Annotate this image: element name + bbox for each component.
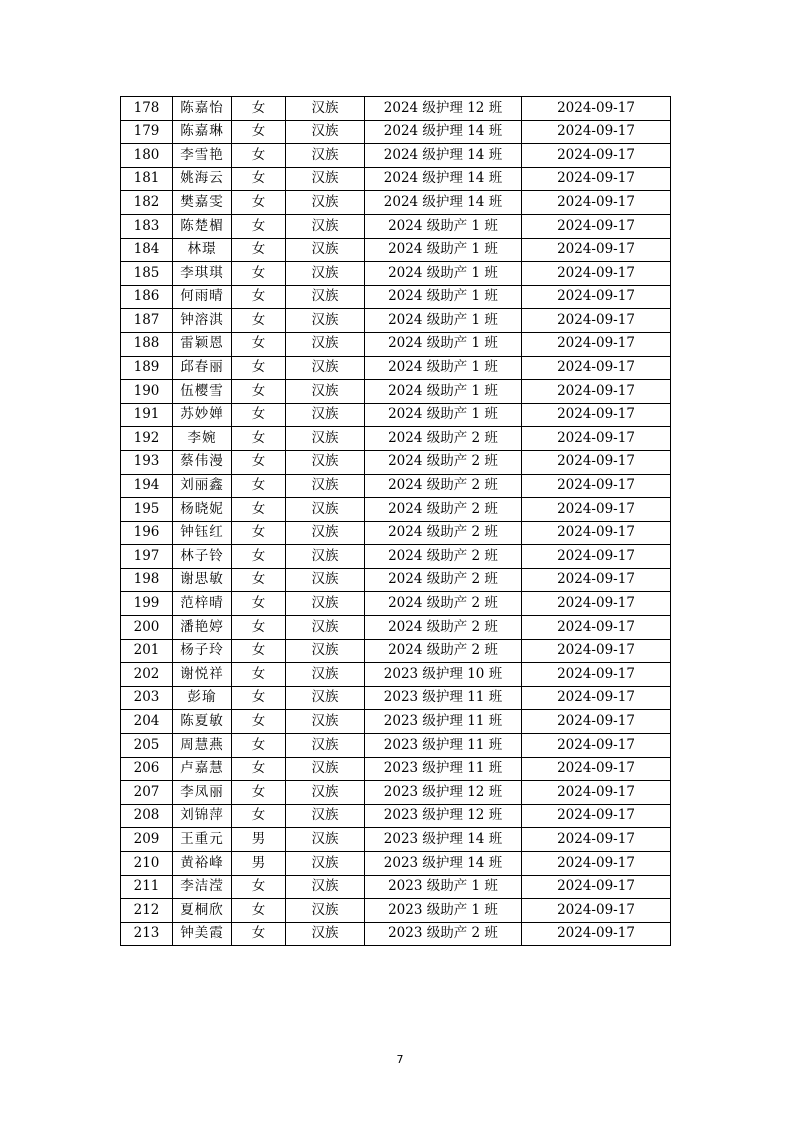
gender-cell: 女 — [232, 309, 286, 333]
class-cell: 2024 级助产 1 班 — [365, 214, 522, 238]
table-row — [121, 592, 671, 616]
name-cell: 蔡伟漫 — [173, 450, 232, 474]
date-cell: 2024-09-17 — [522, 450, 671, 474]
table-row — [121, 616, 671, 640]
class-cell: 2023 级护理 12 班 — [365, 804, 522, 828]
date-cell: 2024-09-17 — [522, 828, 671, 852]
seq-cell: 192 — [121, 427, 173, 451]
seq-cell: 182 — [121, 191, 173, 215]
date-cell: 2024-09-17 — [522, 403, 671, 427]
table-row — [121, 427, 671, 451]
class-cell: 2024 级助产 1 班 — [365, 262, 522, 286]
ethnicity-cell: 汉族 — [286, 875, 365, 899]
gender-cell: 女 — [232, 899, 286, 923]
ethnicity-cell: 汉族 — [286, 214, 365, 238]
name-cell: 李琪琪 — [173, 262, 232, 286]
name-cell: 陈嘉琳 — [173, 120, 232, 144]
class-cell: 2024 级护理 12 班 — [365, 97, 522, 121]
gender-cell: 女 — [232, 332, 286, 356]
class-cell: 2023 级护理 11 班 — [365, 757, 522, 781]
table-row — [121, 474, 671, 498]
seq-cell: 201 — [121, 639, 173, 663]
class-cell: 2024 级助产 1 班 — [365, 356, 522, 380]
seq-cell: 200 — [121, 616, 173, 640]
name-cell: 何雨晴 — [173, 285, 232, 309]
table-row — [121, 639, 671, 663]
name-cell: 姚海云 — [173, 167, 232, 191]
table-row — [121, 238, 671, 262]
class-cell: 2023 级护理 12 班 — [365, 781, 522, 805]
ethnicity-cell: 汉族 — [286, 144, 365, 168]
seq-cell: 189 — [121, 356, 173, 380]
gender-cell: 女 — [232, 592, 286, 616]
seq-cell: 194 — [121, 474, 173, 498]
name-cell: 雷颖恩 — [173, 332, 232, 356]
ethnicity-cell: 汉族 — [286, 663, 365, 687]
class-cell: 2023 级护理 14 班 — [365, 852, 522, 876]
seq-cell: 207 — [121, 781, 173, 805]
name-cell: 林子铃 — [173, 545, 232, 569]
date-cell: 2024-09-17 — [522, 804, 671, 828]
table-row — [121, 781, 671, 805]
table-row — [121, 167, 671, 191]
date-cell: 2024-09-17 — [522, 710, 671, 734]
date-cell: 2024-09-17 — [522, 781, 671, 805]
class-cell: 2023 级助产 1 班 — [365, 875, 522, 899]
date-cell: 2024-09-17 — [522, 238, 671, 262]
date-cell: 2024-09-17 — [522, 922, 671, 946]
date-cell: 2024-09-17 — [522, 545, 671, 569]
gender-cell: 女 — [232, 427, 286, 451]
ethnicity-cell: 汉族 — [286, 285, 365, 309]
class-cell: 2024 级助产 1 班 — [365, 285, 522, 309]
ethnicity-cell: 汉族 — [286, 545, 365, 569]
table-row — [121, 663, 671, 687]
seq-cell: 212 — [121, 899, 173, 923]
date-cell: 2024-09-17 — [522, 214, 671, 238]
ethnicity-cell: 汉族 — [286, 238, 365, 262]
gender-cell: 女 — [232, 568, 286, 592]
date-cell: 2024-09-17 — [522, 427, 671, 451]
class-cell: 2024 级助产 1 班 — [365, 380, 522, 404]
ethnicity-cell: 汉族 — [286, 191, 365, 215]
class-cell: 2024 级助产 2 班 — [365, 545, 522, 569]
table-row — [121, 403, 671, 427]
seq-cell: 198 — [121, 568, 173, 592]
ethnicity-cell: 汉族 — [286, 427, 365, 451]
gender-cell: 女 — [232, 498, 286, 522]
class-cell: 2024 级护理 14 班 — [365, 120, 522, 144]
class-cell: 2023 级护理 10 班 — [365, 663, 522, 687]
table-row — [121, 757, 671, 781]
name-cell: 潘艳婷 — [173, 616, 232, 640]
ethnicity-cell: 汉族 — [286, 167, 365, 191]
class-cell: 2023 级助产 1 班 — [365, 899, 522, 923]
table-row — [121, 498, 671, 522]
table-row — [121, 191, 671, 215]
date-cell: 2024-09-17 — [522, 332, 671, 356]
class-cell: 2023 级护理 11 班 — [365, 686, 522, 710]
name-cell: 陈夏敏 — [173, 710, 232, 734]
class-cell: 2024 级助产 2 班 — [365, 592, 522, 616]
class-cell: 2024 级助产 1 班 — [365, 403, 522, 427]
table-row — [121, 262, 671, 286]
table-body — [121, 97, 671, 946]
seq-cell: 209 — [121, 828, 173, 852]
table-row — [121, 214, 671, 238]
ethnicity-cell: 汉族 — [286, 521, 365, 545]
ethnicity-cell: 汉族 — [286, 616, 365, 640]
class-cell: 2024 级助产 1 班 — [365, 332, 522, 356]
ethnicity-cell: 汉族 — [286, 899, 365, 923]
ethnicity-cell: 汉族 — [286, 734, 365, 758]
table-row — [121, 545, 671, 569]
ethnicity-cell: 汉族 — [286, 592, 365, 616]
seq-cell: 181 — [121, 167, 173, 191]
class-cell: 2024 级助产 1 班 — [365, 309, 522, 333]
seq-cell: 197 — [121, 545, 173, 569]
ethnicity-cell: 汉族 — [286, 474, 365, 498]
name-cell: 李雪艳 — [173, 144, 232, 168]
class-cell: 2024 级助产 1 班 — [365, 238, 522, 262]
table-row — [121, 332, 671, 356]
name-cell: 彭瑜 — [173, 686, 232, 710]
name-cell: 陈楚楣 — [173, 214, 232, 238]
date-cell: 2024-09-17 — [522, 144, 671, 168]
gender-cell: 男 — [232, 828, 286, 852]
date-cell: 2024-09-17 — [522, 120, 671, 144]
gender-cell: 女 — [232, 616, 286, 640]
table-row — [121, 922, 671, 946]
gender-cell: 女 — [232, 710, 286, 734]
seq-cell: 188 — [121, 332, 173, 356]
name-cell: 苏妙婵 — [173, 403, 232, 427]
name-cell: 刘丽鑫 — [173, 474, 232, 498]
ethnicity-cell: 汉族 — [286, 757, 365, 781]
class-cell: 2024 级护理 14 班 — [365, 144, 522, 168]
name-cell: 伍樱雪 — [173, 380, 232, 404]
class-cell: 2024 级助产 2 班 — [365, 450, 522, 474]
name-cell: 卢嘉慧 — [173, 757, 232, 781]
ethnicity-cell: 汉族 — [286, 97, 365, 121]
gender-cell: 女 — [232, 262, 286, 286]
gender-cell: 女 — [232, 922, 286, 946]
seq-cell: 180 — [121, 144, 173, 168]
gender-cell: 女 — [232, 875, 286, 899]
gender-cell: 女 — [232, 474, 286, 498]
name-cell: 樊嘉雯 — [173, 191, 232, 215]
seq-cell: 193 — [121, 450, 173, 474]
date-cell: 2024-09-17 — [522, 616, 671, 640]
class-cell: 2023 级护理 14 班 — [365, 828, 522, 852]
date-cell: 2024-09-17 — [522, 167, 671, 191]
ethnicity-cell: 汉族 — [286, 380, 365, 404]
ethnicity-cell: 汉族 — [286, 498, 365, 522]
table-row — [121, 734, 671, 758]
name-cell: 钟钰红 — [173, 521, 232, 545]
gender-cell: 女 — [232, 120, 286, 144]
date-cell: 2024-09-17 — [522, 592, 671, 616]
seq-cell: 196 — [121, 521, 173, 545]
gender-cell: 女 — [232, 144, 286, 168]
gender-cell: 女 — [232, 545, 286, 569]
name-cell: 李凤丽 — [173, 781, 232, 805]
table-row — [121, 97, 671, 121]
ethnicity-cell: 汉族 — [286, 309, 365, 333]
gender-cell: 女 — [232, 686, 286, 710]
gender-cell: 女 — [232, 403, 286, 427]
date-cell: 2024-09-17 — [522, 309, 671, 333]
class-cell: 2023 级护理 11 班 — [365, 734, 522, 758]
table-row — [121, 450, 671, 474]
class-cell: 2024 级助产 2 班 — [365, 427, 522, 451]
class-cell: 2024 级助产 2 班 — [365, 568, 522, 592]
seq-cell: 190 — [121, 380, 173, 404]
date-cell: 2024-09-17 — [522, 568, 671, 592]
table-row — [121, 380, 671, 404]
gender-cell: 女 — [232, 521, 286, 545]
date-cell: 2024-09-17 — [522, 521, 671, 545]
name-cell: 杨晓妮 — [173, 498, 232, 522]
gender-cell: 女 — [232, 663, 286, 687]
name-cell: 谢思敏 — [173, 568, 232, 592]
date-cell: 2024-09-17 — [522, 97, 671, 121]
date-cell: 2024-09-17 — [522, 474, 671, 498]
table-row — [121, 309, 671, 333]
page-number: 7 — [396, 1053, 404, 1066]
name-cell: 钟溶淇 — [173, 309, 232, 333]
ethnicity-cell: 汉族 — [286, 922, 365, 946]
gender-cell: 女 — [232, 167, 286, 191]
date-cell: 2024-09-17 — [522, 380, 671, 404]
seq-cell: 183 — [121, 214, 173, 238]
date-cell: 2024-09-17 — [522, 639, 671, 663]
ethnicity-cell: 汉族 — [286, 568, 365, 592]
table-row — [121, 710, 671, 734]
class-cell: 2024 级助产 2 班 — [365, 616, 522, 640]
seq-cell: 206 — [121, 757, 173, 781]
ethnicity-cell: 汉族 — [286, 120, 365, 144]
date-cell: 2024-09-17 — [522, 498, 671, 522]
ethnicity-cell: 汉族 — [286, 710, 365, 734]
seq-cell: 185 — [121, 262, 173, 286]
name-cell: 夏桐欣 — [173, 899, 232, 923]
table-row — [121, 686, 671, 710]
class-cell: 2023 级护理 11 班 — [365, 710, 522, 734]
ethnicity-cell: 汉族 — [286, 262, 365, 286]
ethnicity-cell: 汉族 — [286, 356, 365, 380]
gender-cell: 女 — [232, 734, 286, 758]
name-cell: 周慧燕 — [173, 734, 232, 758]
seq-cell: 208 — [121, 804, 173, 828]
date-cell: 2024-09-17 — [522, 852, 671, 876]
seq-cell: 211 — [121, 875, 173, 899]
gender-cell: 女 — [232, 639, 286, 663]
ethnicity-cell: 汉族 — [286, 332, 365, 356]
name-cell: 李婉 — [173, 427, 232, 451]
ethnicity-cell: 汉族 — [286, 852, 365, 876]
table-row — [121, 356, 671, 380]
ethnicity-cell: 汉族 — [286, 686, 365, 710]
gender-cell: 女 — [232, 757, 286, 781]
date-cell: 2024-09-17 — [522, 191, 671, 215]
gender-cell: 女 — [232, 356, 286, 380]
table-row — [121, 285, 671, 309]
table-row — [121, 568, 671, 592]
gender-cell: 男 — [232, 852, 286, 876]
name-cell: 范梓晴 — [173, 592, 232, 616]
seq-cell: 191 — [121, 403, 173, 427]
gender-cell: 女 — [232, 285, 286, 309]
date-cell: 2024-09-17 — [522, 899, 671, 923]
name-cell: 陈嘉怡 — [173, 97, 232, 121]
name-cell: 谢悦祥 — [173, 663, 232, 687]
seq-cell: 205 — [121, 734, 173, 758]
class-cell: 2024 级助产 2 班 — [365, 639, 522, 663]
table-row — [121, 521, 671, 545]
gender-cell: 女 — [232, 214, 286, 238]
date-cell: 2024-09-17 — [522, 734, 671, 758]
ethnicity-cell: 汉族 — [286, 781, 365, 805]
class-cell: 2024 级护理 14 班 — [365, 191, 522, 215]
gender-cell: 女 — [232, 804, 286, 828]
date-cell: 2024-09-17 — [522, 356, 671, 380]
gender-cell: 女 — [232, 191, 286, 215]
ethnicity-cell: 汉族 — [286, 804, 365, 828]
class-cell: 2024 级助产 2 班 — [365, 498, 522, 522]
seq-cell: 202 — [121, 663, 173, 687]
seq-cell: 184 — [121, 238, 173, 262]
name-cell: 王重元 — [173, 828, 232, 852]
table-row — [121, 804, 671, 828]
date-cell: 2024-09-17 — [522, 262, 671, 286]
date-cell: 2024-09-17 — [522, 686, 671, 710]
name-cell: 林璟 — [173, 238, 232, 262]
ethnicity-cell: 汉族 — [286, 403, 365, 427]
student-roster-table — [120, 96, 671, 946]
name-cell: 黄裕峰 — [173, 852, 232, 876]
seq-cell: 204 — [121, 710, 173, 734]
table-row — [121, 144, 671, 168]
name-cell: 钟美霞 — [173, 922, 232, 946]
gender-cell: 女 — [232, 238, 286, 262]
class-cell: 2024 级助产 2 班 — [365, 474, 522, 498]
table-row — [121, 899, 671, 923]
seq-cell: 179 — [121, 120, 173, 144]
table-row — [121, 875, 671, 899]
seq-cell: 203 — [121, 686, 173, 710]
date-cell: 2024-09-17 — [522, 757, 671, 781]
name-cell: 李洁滢 — [173, 875, 232, 899]
gender-cell: 女 — [232, 781, 286, 805]
name-cell: 杨子玲 — [173, 639, 232, 663]
seq-cell: 187 — [121, 309, 173, 333]
name-cell: 刘锦萍 — [173, 804, 232, 828]
gender-cell: 女 — [232, 97, 286, 121]
table-row — [121, 852, 671, 876]
seq-cell: 213 — [121, 922, 173, 946]
ethnicity-cell: 汉族 — [286, 450, 365, 474]
class-cell: 2024 级护理 14 班 — [365, 167, 522, 191]
seq-cell: 186 — [121, 285, 173, 309]
date-cell: 2024-09-17 — [522, 663, 671, 687]
ethnicity-cell: 汉族 — [286, 828, 365, 852]
table-row — [121, 120, 671, 144]
seq-cell: 210 — [121, 852, 173, 876]
name-cell: 邱春丽 — [173, 356, 232, 380]
table-row — [121, 828, 671, 852]
class-cell: 2024 级助产 2 班 — [365, 521, 522, 545]
class-cell: 2023 级助产 2 班 — [365, 922, 522, 946]
seq-cell: 195 — [121, 498, 173, 522]
seq-cell: 178 — [121, 97, 173, 121]
seq-cell: 199 — [121, 592, 173, 616]
gender-cell: 女 — [232, 450, 286, 474]
date-cell: 2024-09-17 — [522, 875, 671, 899]
gender-cell: 女 — [232, 380, 286, 404]
ethnicity-cell: 汉族 — [286, 639, 365, 663]
date-cell: 2024-09-17 — [522, 285, 671, 309]
